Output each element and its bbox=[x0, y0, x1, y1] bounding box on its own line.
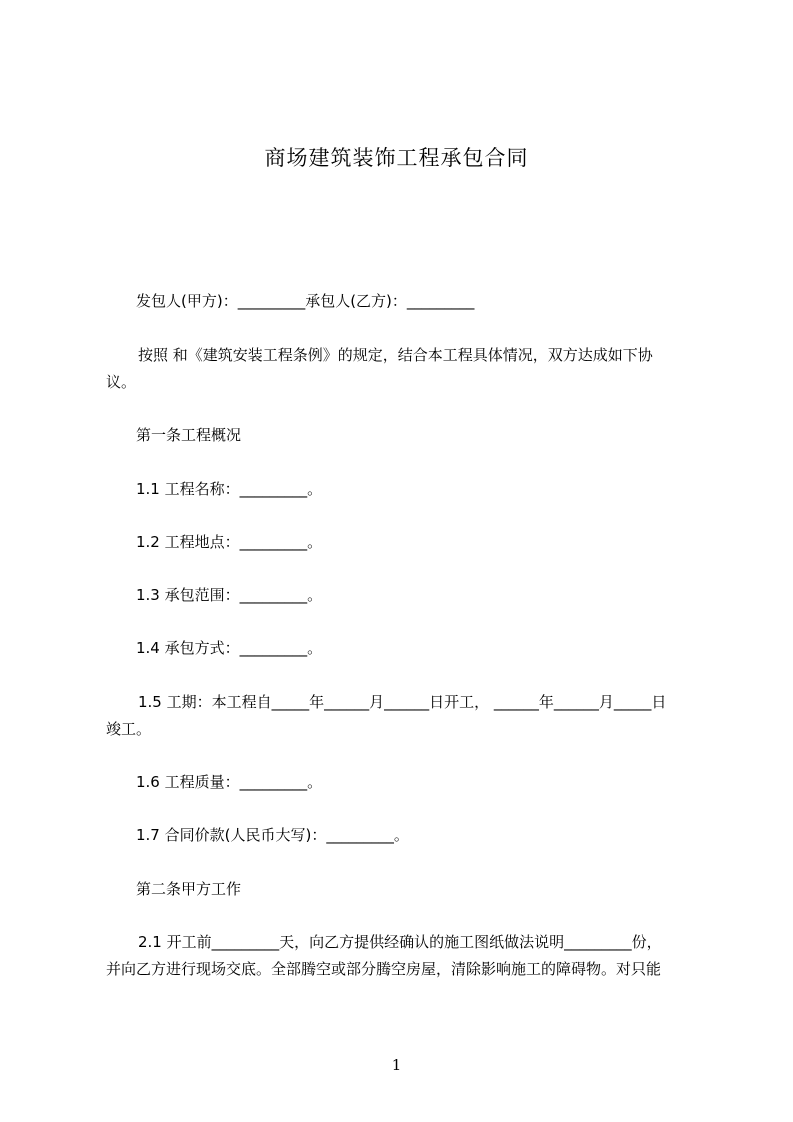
item-1-5-duration-line-2: 竣工。 bbox=[106, 720, 152, 738]
parties-line: 发包人(甲方)：_________承包人(乙方)：_________ bbox=[136, 292, 475, 310]
item-1-4-contract-method: 1.4 承包方式：_________。 bbox=[136, 639, 323, 657]
item-1-2-project-location: 1.2 工程地点：_________。 bbox=[136, 533, 323, 551]
item-1-1-project-name: 1.1 工程名称：_________。 bbox=[136, 480, 323, 498]
item-1-5-duration-line-1: 1.5 工期：本工程自_____年______月______日开工， ______年______月_____日 bbox=[138, 693, 667, 711]
item-1-6-quality: 1.6 工程质量：_________。 bbox=[136, 773, 323, 791]
item-1-7-contract-price: 1.7 合同价款(人民币大写)：_________。 bbox=[136, 826, 409, 844]
page-number: 1 bbox=[391, 1056, 402, 1074]
article-1-heading: 第一条工程概况 bbox=[136, 426, 242, 444]
item-2-1-line-2: 并向乙方进行现场交底。全部腾空或部分腾空房屋，清除影响施工的障碍物。对只能 bbox=[106, 960, 662, 978]
intro-paragraph-line-1: 按照 和《建筑安装工程条例》的规定，结合本工程具体情况，双方达成如下协 bbox=[138, 346, 653, 364]
article-2-heading: 第二条甲方工作 bbox=[136, 880, 242, 898]
intro-paragraph-line-2: 议。 bbox=[106, 373, 137, 391]
item-2-1-line-1: 2.1 开工前_________天，向乙方提供经确认的施工图纸做法说明_________份， bbox=[138, 933, 662, 951]
document-title: 商场建筑装饰工程承包合同 bbox=[264, 146, 529, 170]
item-1-3-contract-scope: 1.3 承包范围：_________。 bbox=[136, 586, 323, 604]
